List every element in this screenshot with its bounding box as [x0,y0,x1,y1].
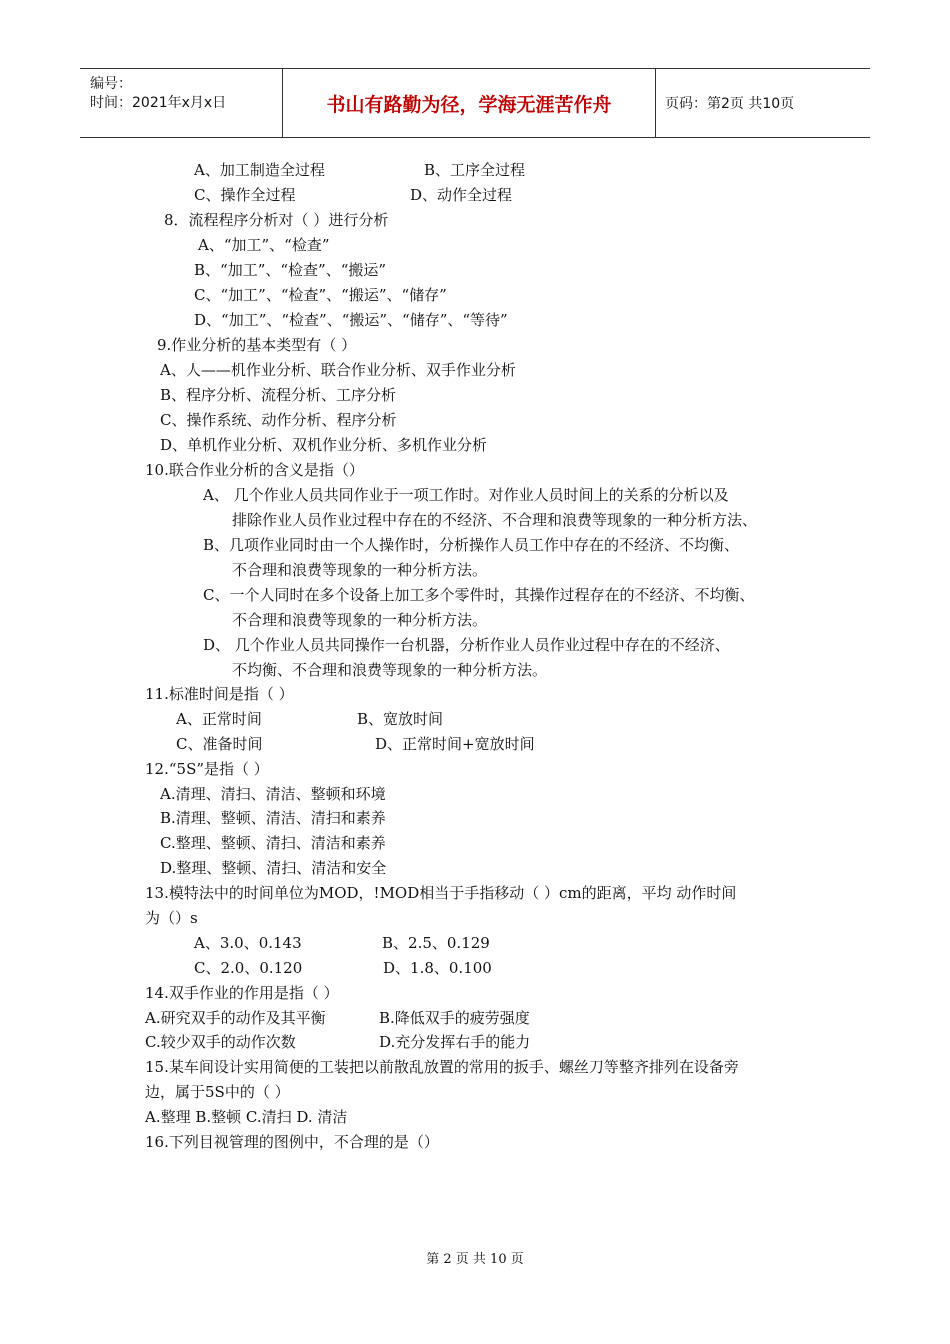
text-line: B.清理、整顿、清洁、清扫和素养 [160,809,386,827]
text-line: 11.标准时间是指（ ） [145,685,294,703]
text-line: B、程序分析、流程分析、工序分析 [160,386,397,404]
document-date: 时间：2021年x月x日 [90,95,227,111]
text-line: B、几项作业同时由一个人操作时，分析操作人员工作中存在的不经济、不均衡、 [203,536,740,554]
text-line: D、1.8、0.100 [383,959,492,977]
text-line: C、“加工”、“检查”、“搬运”、“储存” [194,286,447,304]
text-line: B、宽放时间 [357,710,444,728]
text-line: 10.联合作业分析的含义是指（） [145,461,364,479]
text-line: 14.双手作业的作用是指（ ） [145,984,339,1002]
text-line: 边，属于5S中的（ ） [145,1083,290,1101]
page-header [80,68,870,138]
text-line: A、3.0、0.143 [194,934,302,952]
document-number-label: 编号： [90,76,132,92]
text-line: A.整理 B.整顿 C.清扫 D. 清洁 [145,1108,348,1126]
text-line: B、2.5、0.129 [382,934,490,952]
text-line: A、人——机作业分析、联合作业分析、双手作业分析 [160,361,516,379]
text-line: A、正常时间 [176,710,262,728]
text-line: A、加工制造全过程 [194,161,325,179]
text-line: 15.某车间设计实用简便的工装把以前散乱放置的常用的扳手、螺丝刀等整齐排列在设备旁 [145,1058,739,1076]
text-line: A.清理、清扫、清洁、整顿和环境 [160,785,386,803]
text-line: A、“加工”、“检查” [198,236,330,254]
text-line: D.整理、整顿、清扫、清洁和安全 [160,859,387,877]
text-line: C、操作全过程 [194,186,296,204]
text-line: D、 几个作业人员共同操作一台机器，分析作业人员作业过程中存在的不经济、 [203,636,730,654]
header-page-info: 页码：第2页 共10页 [665,96,795,112]
text-line: 12.“5S”是指（ ） [145,760,269,778]
page-footer: 第 2 页 共 10 页 [426,1252,524,1267]
text-line: C.整理、整顿、清扫、清洁和素养 [160,834,386,852]
text-line: C、2.0、0.120 [194,959,303,977]
text-line: C、操作系统、动作分析、程序分析 [160,411,397,429]
text-line: A.研究双手的动作及其平衡 [145,1009,326,1027]
text-line: B、“加工”、“检查”、“搬运” [194,261,387,279]
text-line: 不合理和浪费等现象的一种分析方法。 [232,561,488,579]
text-line: C、准备时间 [176,735,263,753]
text-line: D、动作全过程 [410,186,513,204]
text-line: 不合理和浪费等现象的一种分析方法。 [232,611,488,629]
text-line: B、工序全过程 [424,161,526,179]
text-line: C、一个人同时在多个设备上加工多个零件时，其操作过程存在的不经济、不均衡、 [203,586,755,604]
text-line: 13.模特法中的时间单位为MOD，!MOD相当于手指移动（ ）cm的距离，平均 动作时间 [145,884,737,902]
text-line: D、单机作业分析、双机作业分析、多机作业分析 [160,436,488,454]
header-meta [80,69,283,137]
text-line: C.较少双手的动作次数 [145,1033,296,1051]
text-line: 9.作业分析的基本类型有（ ） [157,336,357,354]
text-line: 8．流程程序分析对（ ）进行分析 [164,211,389,229]
text-line: D、“加工”、“检查”、“搬运”、“储存”、“等待” [194,311,508,329]
header-motto: 书山有路勤为径，学海无涯苦作舟 [283,69,656,137]
text-line: 16.下列目视管理的图例中，不合理的是（） [145,1133,439,1151]
text-line: D.充分发挥右手的能力 [379,1033,531,1051]
text-line: B.降低双手的疲劳强度 [379,1009,530,1027]
text-line: 不均衡、不合理和浪费等现象的一种分析方法。 [232,661,548,679]
text-line: 排除作业人员作业过程中存在的不经济、不合理和浪费等现象的一种分析方法、 [232,511,758,529]
text-line: D、正常时间+宽放时间 [375,735,535,753]
text-line: 为（）s [145,909,198,927]
text-line: A、 几个作业人员共同作业于一项工作时。对作业人员时间上的关系的分析以及 [203,486,729,504]
